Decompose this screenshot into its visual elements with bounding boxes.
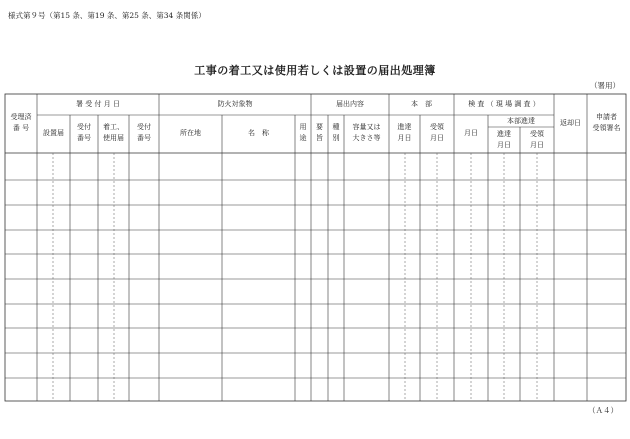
- header-applicant-line1: 申請者: [596, 113, 617, 121]
- paper-size-note: （Ａ４）: [588, 406, 618, 415]
- header-station-receipt-date: 署 受 付 月 日: [76, 100, 120, 108]
- header-summary: [311, 122, 328, 144]
- header-start-use-notice: [98, 122, 129, 144]
- header-receipt-no-2-line1: 受付: [137, 123, 151, 131]
- header-insp-transmit-date: [488, 129, 520, 151]
- header-insp-received-line1: 受領: [530, 130, 544, 138]
- header-capacity-line1: 容量又は: [352, 123, 381, 131]
- header-capacity: [344, 122, 389, 144]
- header-name: 名 称: [248, 129, 269, 137]
- header-headquarters: 本 部: [411, 100, 432, 108]
- header-capacity-line2: 大きさ等: [352, 134, 381, 142]
- header-receipt-no-2: [129, 122, 159, 144]
- form-title: 工事の着工又は使用若しくは設置の届出処理簿: [194, 64, 436, 77]
- header-receipt-number-line1: 受理済: [10, 113, 32, 121]
- header-received-line1: 受領: [430, 123, 444, 131]
- header-transmit-date: [389, 122, 420, 144]
- header-use-line1: 用: [299, 123, 307, 131]
- header-use-line2: 途: [299, 134, 307, 142]
- header-insp-received-line2: 月日: [530, 141, 544, 149]
- header-received-date: [420, 122, 454, 144]
- header-applicant-signature: [587, 112, 626, 134]
- header-receipt-number: [5, 112, 37, 134]
- header-receipt-no-1: [70, 122, 98, 144]
- header-hq-transmit: 本部進達: [507, 117, 535, 125]
- header-notification-content: 届出内容: [336, 100, 364, 108]
- header-return-date: 返却日: [560, 119, 581, 127]
- header-receipt-number-line2: 番 号: [12, 124, 30, 132]
- header-inspection: 検 査 （ 現 場 調 査 ）: [468, 100, 540, 108]
- header-receipt-no-1-line1: 受付: [77, 123, 91, 131]
- header-received-line2: 月日: [430, 134, 444, 142]
- header-transmit-line1: 進達: [397, 123, 412, 131]
- header-start-use-line2: 使用届: [103, 134, 124, 142]
- header-applicant-line2: 受領署名: [592, 124, 621, 132]
- header-insp-transmit-line1: 進達: [497, 130, 511, 138]
- usage-note: （署用）: [590, 81, 620, 90]
- header-use: [295, 122, 311, 144]
- header-insp-received-date: [520, 129, 554, 151]
- header-inspection-date: 月日: [464, 129, 478, 137]
- header-receipt-no-2-line2: 番号: [137, 134, 151, 142]
- header-kind-line1: 種: [332, 123, 340, 131]
- header-fire-prevention-object: 防火対象物: [217, 100, 253, 108]
- header-summary-line2: 旨: [316, 134, 323, 142]
- header-insp-transmit-line2: 月日: [497, 141, 511, 149]
- header-start-use-line1: 着工、: [103, 123, 124, 131]
- header-transmit-line2: 月日: [397, 134, 412, 142]
- header-receipt-no-1-line2: 番号: [77, 134, 91, 142]
- header-location: 所在地: [180, 129, 201, 137]
- header-kind: [328, 122, 344, 144]
- form-caption: 様式第９号（第15 条、第19 条、第25 条、第34 条関係）: [8, 11, 206, 20]
- header-installation-notice: 設置届: [43, 129, 64, 137]
- header-summary-line1: 要: [316, 123, 323, 131]
- header-kind-line2: 別: [332, 134, 340, 142]
